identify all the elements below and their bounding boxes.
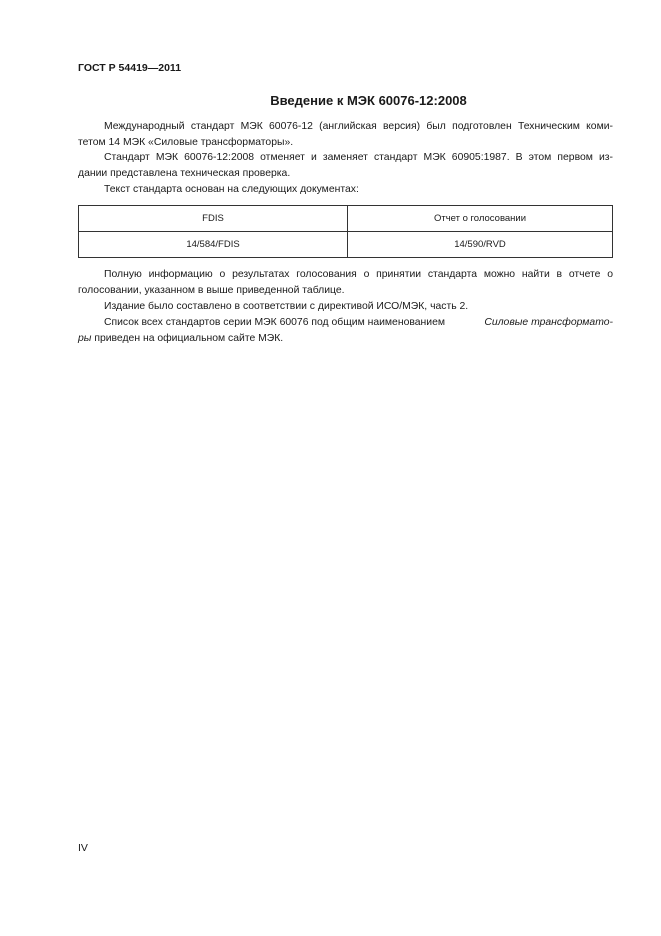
paragraph-line: дании представлена техническая проверка. (78, 168, 291, 179)
table-cell: 14/590/RVD (348, 232, 613, 258)
table-header-cell: Отчет о голосовании (348, 206, 613, 232)
table-header-cell: FDIS (79, 206, 348, 232)
italic-text: Силовые трансформато- (484, 317, 613, 328)
paragraph-line (78, 332, 613, 346)
table-cell: 14/584/FDIS (79, 232, 348, 258)
italic-text: ры (78, 333, 92, 344)
paragraph-line: Стандарт МЭК 60076-12:2008 отменяет и заменяет стандарт МЭК 60905:1987. В этом первом из- (104, 152, 613, 163)
text-span: приведен на официальном сайте МЭК. (91, 333, 284, 344)
section-title: Введение к МЭК 60076-12:2008 (270, 93, 467, 108)
paragraph-line: Полную информацию о результатах голосования о принятии стандарта можно найти в отчете о (104, 269, 613, 280)
document-header: ГОСТ Р 54419—2011 (78, 62, 182, 74)
paragraph-line: Текст стандарта основан на следующих документах: (104, 184, 359, 195)
page-number: IV (78, 842, 88, 854)
paragraph-line: тетом 14 МЭК «Силовые трансформаторы». (78, 137, 294, 148)
voting-documents-table (78, 205, 613, 258)
text-span: Список всех стандартов серии МЭК 60076 под общим наименованием (104, 317, 448, 328)
paragraph-line (104, 316, 613, 330)
paragraph-line: Международный стандарт МЭК 60076-12 (английская версия) был подготовлен Техническим коми- (104, 121, 613, 132)
paragraph-line: Издание было составлено в соответствии с директивой ИСО/МЭК, часть 2. (104, 301, 469, 312)
paragraph-line: голосовании, указанном в выше приведенной таблице. (78, 285, 345, 296)
table-header-row (79, 206, 613, 232)
table-row (79, 232, 613, 258)
